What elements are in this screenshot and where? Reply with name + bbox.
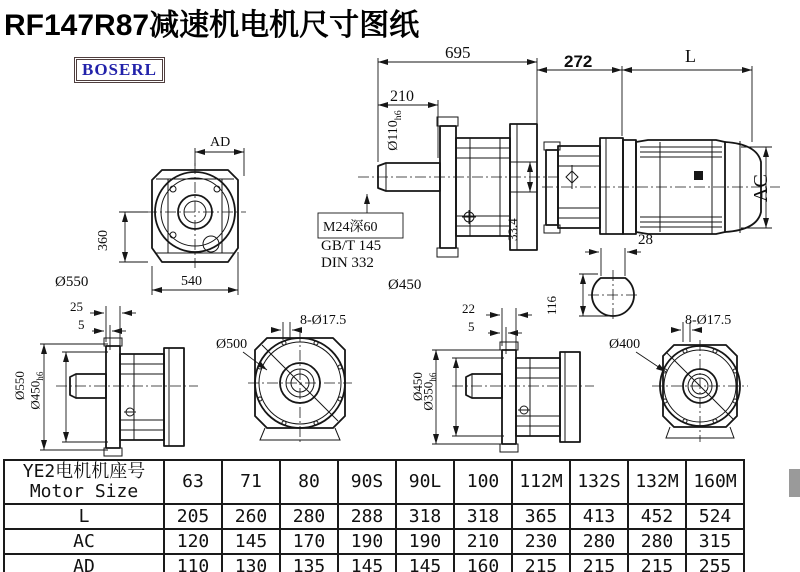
cell: 215 [512,554,570,572]
dim-d450-vert-label: Ø450 [410,372,425,401]
cell: 145 [222,529,280,554]
cell: 205 [164,504,222,529]
row-label: L [4,504,164,529]
dim-272-label: 272 [564,52,593,71]
din-note-label: DIN 332 [321,255,374,271]
cell: 260 [222,504,280,529]
dim-360-label: 360 [96,230,111,251]
table-row-AD [4,554,744,572]
cell: 215 [628,554,686,572]
dim-695-label: 695 [445,43,471,62]
dim-22-label: 22 [462,301,475,316]
dim-d550-label: Ø550 [55,274,89,290]
motor-side-view [537,66,780,320]
header-en: Motor Size [29,481,139,502]
dim-d400-label: Ø400 [609,337,641,352]
cell: 130 [222,554,280,572]
table-header-row [4,460,744,504]
dim-AC-label: AC [750,174,772,202]
table-header-cell [4,460,164,504]
cell: 120 [164,529,222,554]
cell: 110 [164,554,222,572]
front-view [119,148,246,295]
flange-side-view-left [40,306,198,456]
dim-d450-label: Ø450 [388,277,422,293]
dim-540-label: 540 [181,274,202,289]
col-header: 90L [396,460,454,504]
col-header: 100 [454,460,512,504]
dim-210-label: 210 [390,88,414,105]
cell: 288 [338,504,396,529]
cell: 255 [686,554,744,572]
flange-face-view-left [243,322,352,445]
col-header: 80 [280,460,338,504]
dim-d500-label: Ø500 [216,337,248,352]
table-row-L [4,504,744,529]
edge-artifact [789,469,800,497]
cell: 280 [570,529,628,554]
cell: 318 [454,504,512,529]
cell: 230 [512,529,570,554]
cell: 210 [454,529,512,554]
table-row-AC [4,529,744,554]
flange-face-view-right [636,322,748,442]
col-header: 132S [570,460,628,504]
dim-334-label: 33.4 [505,218,520,241]
holes-right-label: 8-Ø17.5 [685,313,732,328]
brand-logo: BOSERL [74,57,165,83]
col-header: 63 [164,460,222,504]
cell: 215 [570,554,628,572]
dim-5-label: 5 [78,317,85,332]
dim-shaft-dia-label: $Ø110_{h6}$ [386,110,404,151]
cell: 318 [396,504,454,529]
col-header: 71 [222,460,280,504]
col-header: 160M [686,460,744,504]
dim-28-label: 28 [638,232,653,248]
cell: 280 [280,504,338,529]
row-label: AC [4,529,164,554]
dim-116-label: 116 [544,295,559,315]
dim-d550-vert-label: Ø550 [12,371,27,400]
col-header: 90S [338,460,396,504]
row-label: AD [4,554,164,572]
cell: 190 [338,529,396,554]
cell: 170 [280,529,338,554]
cell: 413 [570,504,628,529]
holes-left-label: 8-Ø17.5 [300,313,347,328]
dim-L-label: L [685,46,696,66]
dim-ad-label: AD [210,135,231,150]
cell: 190 [396,529,454,554]
bore-note-label: M24深60 [323,220,378,235]
cell: 524 [686,504,744,529]
dim-d450h6-label: $Ø450_{h6}$ [27,371,45,410]
cell: 145 [338,554,396,572]
cell: 315 [686,529,744,554]
cell: 452 [628,504,686,529]
dim-d350h6-label: $Ø350_{h6}$ [420,372,438,411]
dim-25-label: 25 [70,299,83,314]
motor-size-table [3,459,745,572]
col-header: 132M [628,460,686,504]
cell: 135 [280,554,338,572]
cell: 145 [396,554,454,572]
cell: 160 [454,554,512,572]
cell: 280 [628,529,686,554]
cell: 365 [512,504,570,529]
header-cn: YE2电机机座号 [22,461,146,482]
page-title: RF147R87减速机电机尺寸图纸 [4,9,420,42]
flange-side-view-right [432,308,594,452]
gb-note-label: GB/T 145 [321,238,382,254]
col-header: 112M [512,460,570,504]
dim-5b-label: 5 [468,319,475,334]
